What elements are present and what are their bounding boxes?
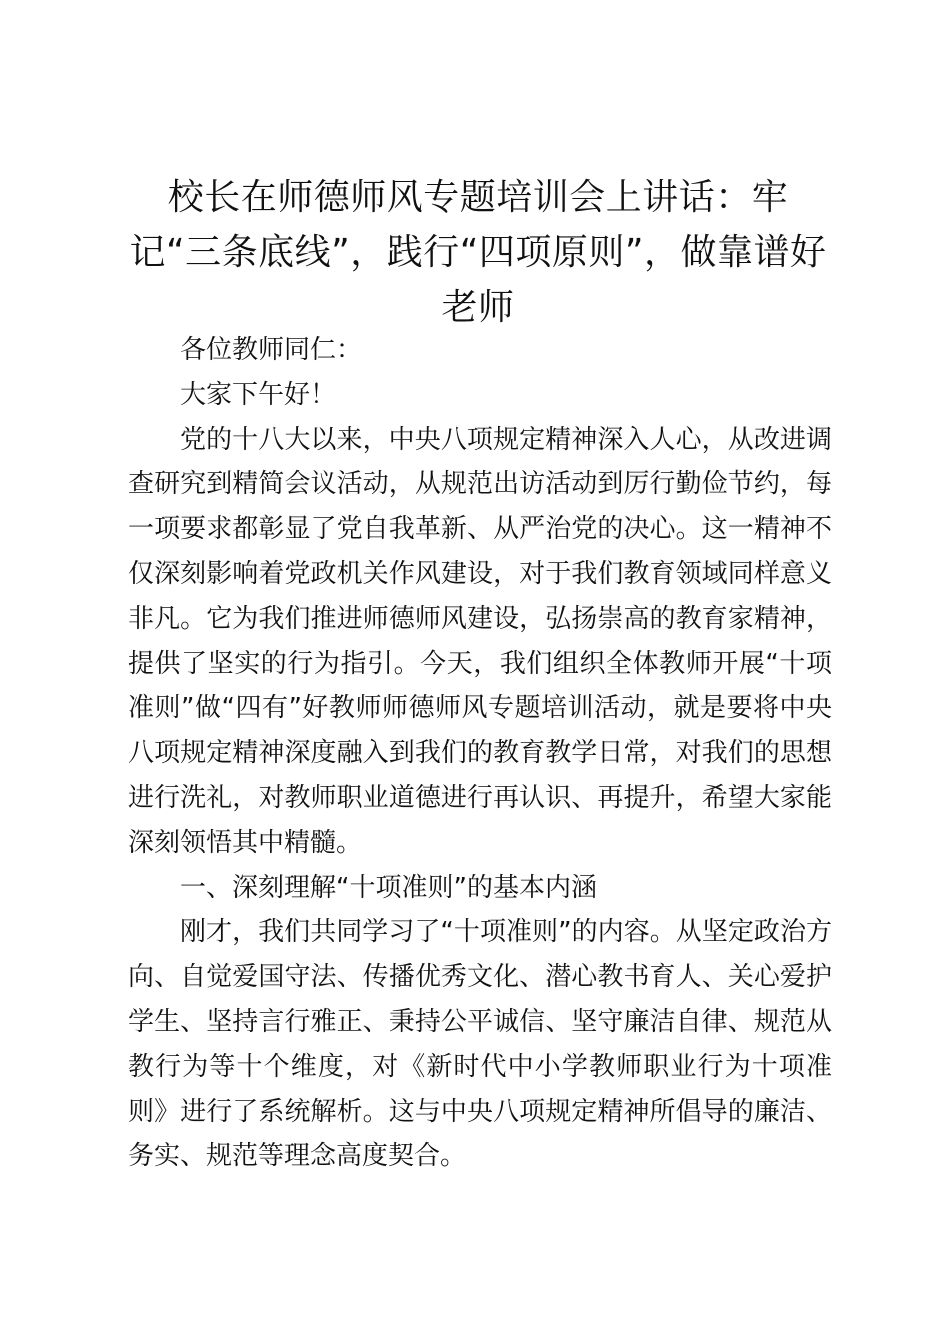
section-heading-1: 一、深刻理解“十项准则”的基本内涵 [180, 872, 597, 903]
document-body [128, 328, 832, 1179]
intro-paragraph: 党的十八大以来，中央八项规定精神深入人心，从改进调查研究到精简会议活动，从规范出访活动到厉行勤俭节约，每一项要求都彰显了党自我革新、从严治党的决心。这一精神不仅深刻影响着党政机关作风建设，对于我们教育领域同样意义非凡。它为我们推进师德师风建设，弘扬崇高的教育家精神，提供了坚实的行为指引。今天，我们组织全体教师开展“十项准则”做“四有”好教师师德师风专题培训活动，就是要将中央八项规定精神深度融入到我们的教育教学日常，对我们的思想进行洗礼，对教师职业道德进行再认识、再提升，希望大家能深刻领悟其中精髓。 [128, 424, 832, 858]
document-title: 校长在师德师风专题培训会上讲话：牢记“三条底线”，践行“四项原则”，做靠谱好老师 [129, 177, 827, 328]
salutation: 各位教师同仁： [180, 335, 363, 365]
greeting: 大家下午好！ [180, 379, 337, 410]
section-1-paragraph: 刚才，我们共同学习了“十项准则”的内容。从坚定政治方向、自觉爱国守法、传播优秀文化、潜心教书育人、关心爱护学生、坚持言行雅正、秉持公平诚信、坚守廉洁自律、规范从教行为等十个维度，对《新时代中小学教师职业行为十项准则》进行了系统解析。这与中央八项规定精神所倡导的廉洁、务实、规范等理念高度契合。 [128, 917, 832, 1172]
